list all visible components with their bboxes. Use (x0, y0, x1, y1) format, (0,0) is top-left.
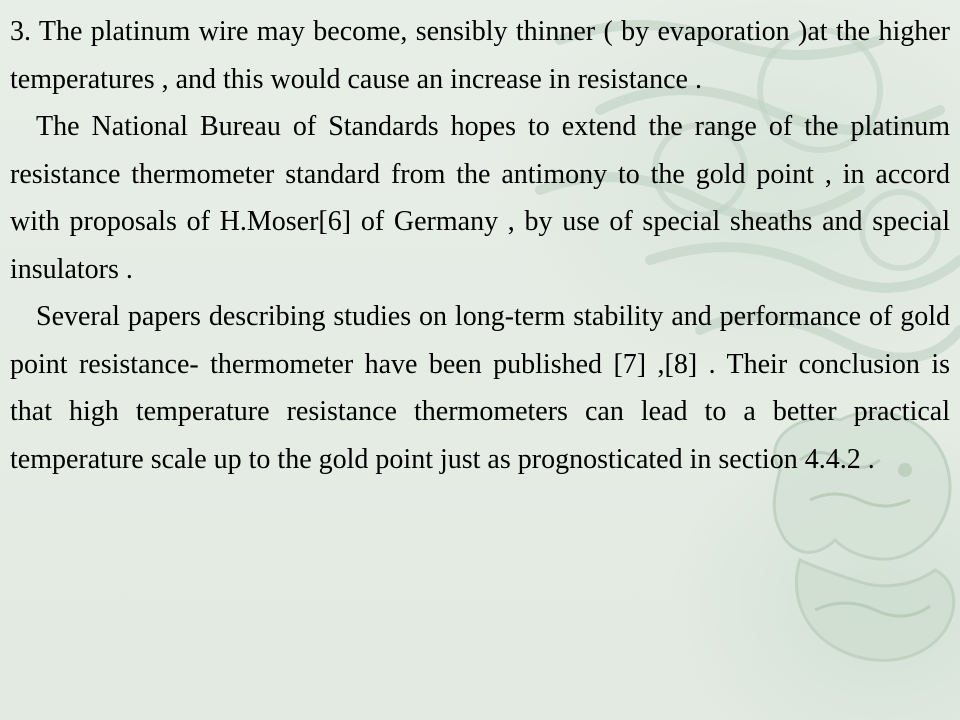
body-text (10, 8, 950, 483)
paragraph-several-papers: Several papers describing studies on long-term stability and performance of gold point resistance- thermometer have been published [7] ,[8] . Their conclusion is that high temperature resistance thermometers can lead to a better practical temperature scale up to the gold point just as prognosticated in section 4.4.2 . (10, 301, 950, 475)
paragraph-numbered-point-3: 3. The platinum wire may become, sensibly thinner ( by evaporation )at the higher temperatures , and this would cause an increase in resistance . (10, 16, 950, 95)
paragraph-national-bureau: The National Bureau of Standards hopes to extend the range of the platinum resistance thermometer standard from the antimony to the gold point , in accord with proposals of H.Moser[6] of Germany , by use of special sheaths and special insulators . (10, 111, 950, 285)
